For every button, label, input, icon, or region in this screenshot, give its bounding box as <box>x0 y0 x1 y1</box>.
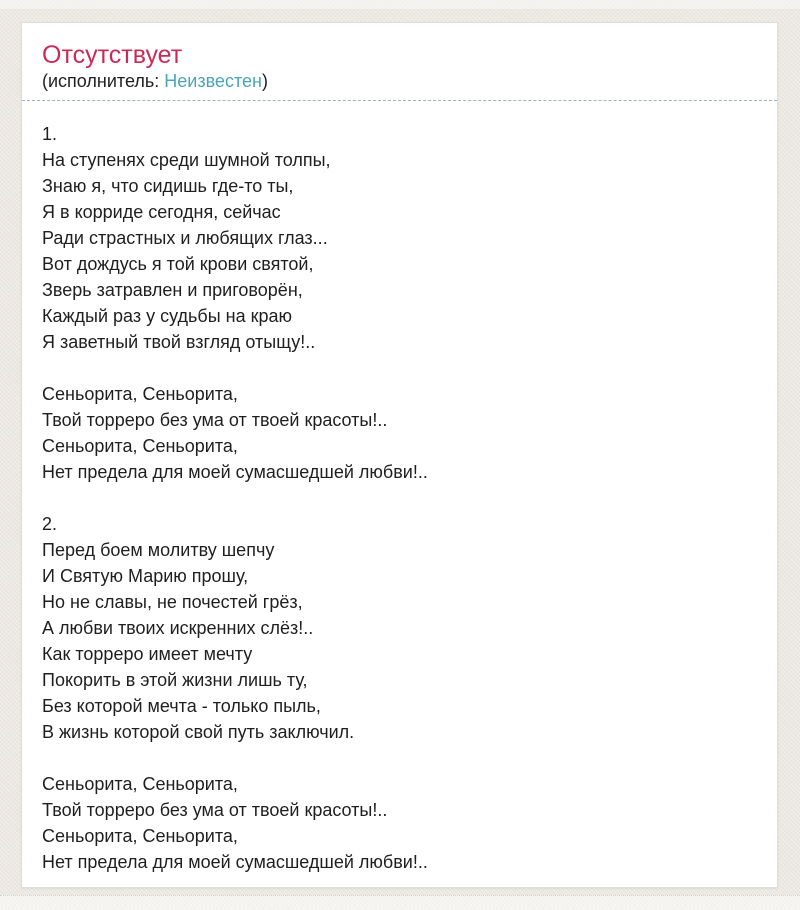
lyric-line: Без которой мечта - только пыль, <box>42 696 321 716</box>
lyric-line: Как торреро имеет мечту <box>42 644 253 664</box>
page-top-texture-band <box>0 0 800 10</box>
artist-line <box>42 70 777 92</box>
lyric-line: Нет предела для моей сумасшедшей любви!.. <box>42 852 428 872</box>
lyric-line: Вот дождусь я той крови святой, <box>42 254 314 274</box>
lyric-line: Я заветный твой взгляд отыщу!.. <box>42 332 316 352</box>
lyric-line: Ради страстных и любящих глаз... <box>42 228 328 248</box>
page-bottom-texture-band <box>0 895 800 910</box>
lyric-line: Сеньорита, Сеньорита, <box>42 384 238 404</box>
lyric-line: На ступенях среди шумной толпы, <box>42 150 331 170</box>
lyrics-text <box>22 101 777 895</box>
song-header <box>22 40 777 101</box>
lyric-line: Покорить в этой жизни лишь ту, <box>42 670 308 690</box>
lyric-line: 2. <box>42 514 58 534</box>
lyric-line: Твой торреро без ума от твоей красоты!.. <box>42 800 388 820</box>
lyric-line: Сеньорита, Сеньорита, <box>42 826 238 846</box>
lyric-line <box>42 745 757 771</box>
lyric-line: И Святую Марию прошу, <box>42 566 249 586</box>
lyric-line: В жизнь которой свой путь заключил. <box>42 722 355 742</box>
lyric-line: Знаю я, что сидишь где-то ты, <box>42 176 294 196</box>
lyric-line: Твой торреро без ума от твоей красоты!.. <box>42 410 388 430</box>
lyric-line: Зверь затравлен и приговорён, <box>42 280 303 300</box>
lyric-line: Сеньорита, Сеньорита, <box>42 774 238 794</box>
song-title: Отсутствует <box>42 41 183 69</box>
lyric-line: Нет предела для моей сумасшедшей любви!.. <box>42 462 428 482</box>
lyric-line <box>42 485 757 511</box>
artist-prefix: (исполнитель: <box>42 71 165 91</box>
artist-link[interactable]: Неизвестен <box>164 71 262 91</box>
lyric-line: Но не славы, не почестей грёз, <box>42 592 303 612</box>
lyric-line: А любви твоих искренних слёз!.. <box>42 618 314 638</box>
lyric-line: 1. <box>42 124 58 144</box>
lyric-line: Перед боем молитву шепчу <box>42 540 275 560</box>
lyric-line: Каждый раз у судьбы на краю <box>42 306 292 326</box>
lyrics-panel <box>21 22 778 888</box>
artist-suffix: ) <box>261 71 268 91</box>
lyric-line: Я в корриде сегодня, сейчас <box>42 202 281 222</box>
lyric-line: Сеньорита, Сеньорита, <box>42 436 238 456</box>
lyric-line <box>42 355 757 381</box>
